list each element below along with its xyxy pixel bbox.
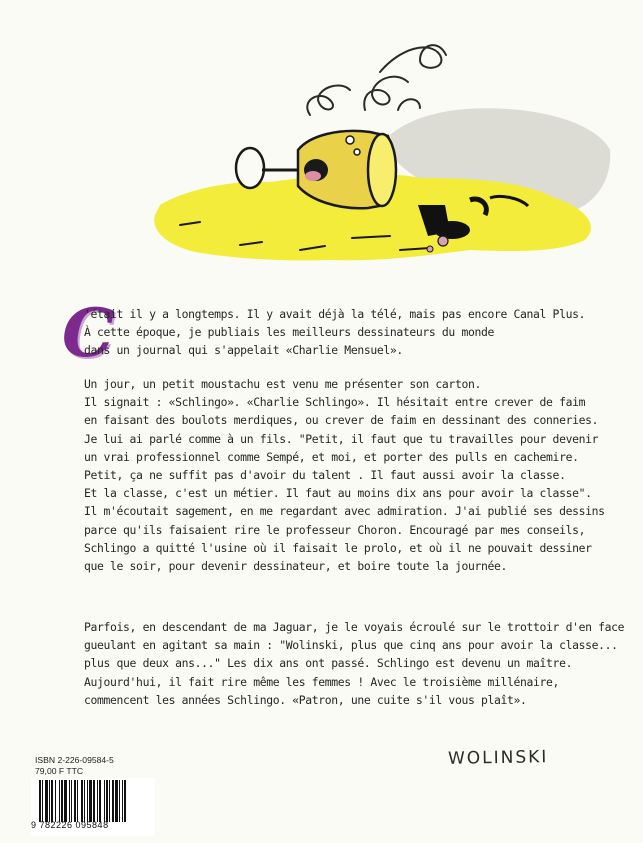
barcode-bar [59,780,60,822]
barcode-bars [39,780,151,822]
barcode-bar [104,780,105,822]
text-line: Aujourd'hui, il fait rire même les femmes ! Avec le troisième millénaire, [84,674,560,689]
barcode-bar [69,780,70,822]
text-line: Schlingo a quitté l'usine où il faisait le prolo, et où il ne pouvait dessiner [84,540,592,555]
barcode-bar [71,780,72,822]
barcode-bar [45,780,48,822]
spilled-wine-glass-illustration [0,0,643,290]
text-line: Il signait : «Schlingo». «Charlie Schlingo». Il hésitait entre crever de faim [84,395,586,410]
barcode-bar [109,780,110,822]
barcode-bar [74,780,76,822]
isbn-price-label [35,755,114,777]
price-text: 79,00 F TTC [35,766,84,776]
barcode-bar [84,780,85,822]
barcode-bar [99,780,101,822]
barcode-bar [55,780,56,822]
barcode-bar [77,780,78,822]
text-line: que le soir, pour devenir dessinateur, et boire toute la journée. [84,559,508,574]
text-line: Parfois, en descendant de ma Jaguar, je le voyais écroulé sur le trottoir d'en face [84,620,625,634]
barcode-bar [87,780,88,822]
barcode-bar [81,780,83,822]
barcode-bar [42,780,43,822]
barcode-bar [119,780,120,822]
barcode-number: 9 782226 095848 [31,820,109,830]
text-line: À cette époque, je publiais les meilleurs dessinateurs du monde [84,325,494,340]
text-line: Et la classe, c'est un métier. Il faut au moins dix ans pour avoir la classe". [84,486,592,501]
barcode-bar [122,780,123,822]
barcode-bar [97,780,98,822]
author-signature: WOLINSKI [447,747,549,769]
barcode-bar [124,780,126,822]
text-line: gueulant en agitant sa main : "Wolinski, plus que cinq ans pour avoir la classe... [84,638,618,653]
text-line: commencent les années Schlingo. «Patron, une cuite s'il vous plaît». [84,692,527,707]
barcode-bar [115,780,118,822]
paragraph-2 [84,375,605,575]
text-line: plus que deux ans..." Les dix ans ont passé. Schlingo est devenu un maître. [84,656,573,671]
text-line: Petit, ça ne suffit pas d'avoir du talent . Il faut aussi avoir la classe. [84,468,566,483]
paragraph-3 [84,618,625,709]
text-line: un vrai professionnel comme Sempé, et moi, et porter des pulls en cachemire. [84,449,579,464]
barcode-bar [61,780,63,822]
isbn-text: ISBN 2-226-09584-5 [35,755,114,765]
barcode-bar [51,780,53,822]
barcode-bar [112,780,114,822]
barcode-bar [106,780,108,822]
text-line: en faisant des boulots merdiques, ou crever de faim en dessinant des conneries. [84,413,599,428]
text-line: dans un journal qui s'appelait «Charlie Mensuel». [84,343,403,358]
drop-cap-c: C [62,294,115,372]
paragraph-1 [84,305,584,360]
text-line: Il m'écoutait sagement, en me regardant avec admiration. J'ai publié ses dessins [84,504,605,519]
text-line: parce qu'ils faisaient rire le professeur Choron. Encouragé par mes conseils, [84,522,586,537]
barcode-bar [89,780,92,822]
text-line: Un jour, un petit moustachu est venu me présenter son carton. [84,377,481,391]
barcode-bar [64,780,67,822]
text-line: 'était il y a longtemps. Il y avait déjà la télé, mais pas encore Canal Plus. [84,307,586,321]
text-line: Je lui ai parlé comme à un fils. "Petit, il faut que tu travailles pour devenir [84,431,599,446]
barcode-bar [93,780,95,822]
barcode-bar [49,780,50,822]
barcode-bar [39,780,41,822]
